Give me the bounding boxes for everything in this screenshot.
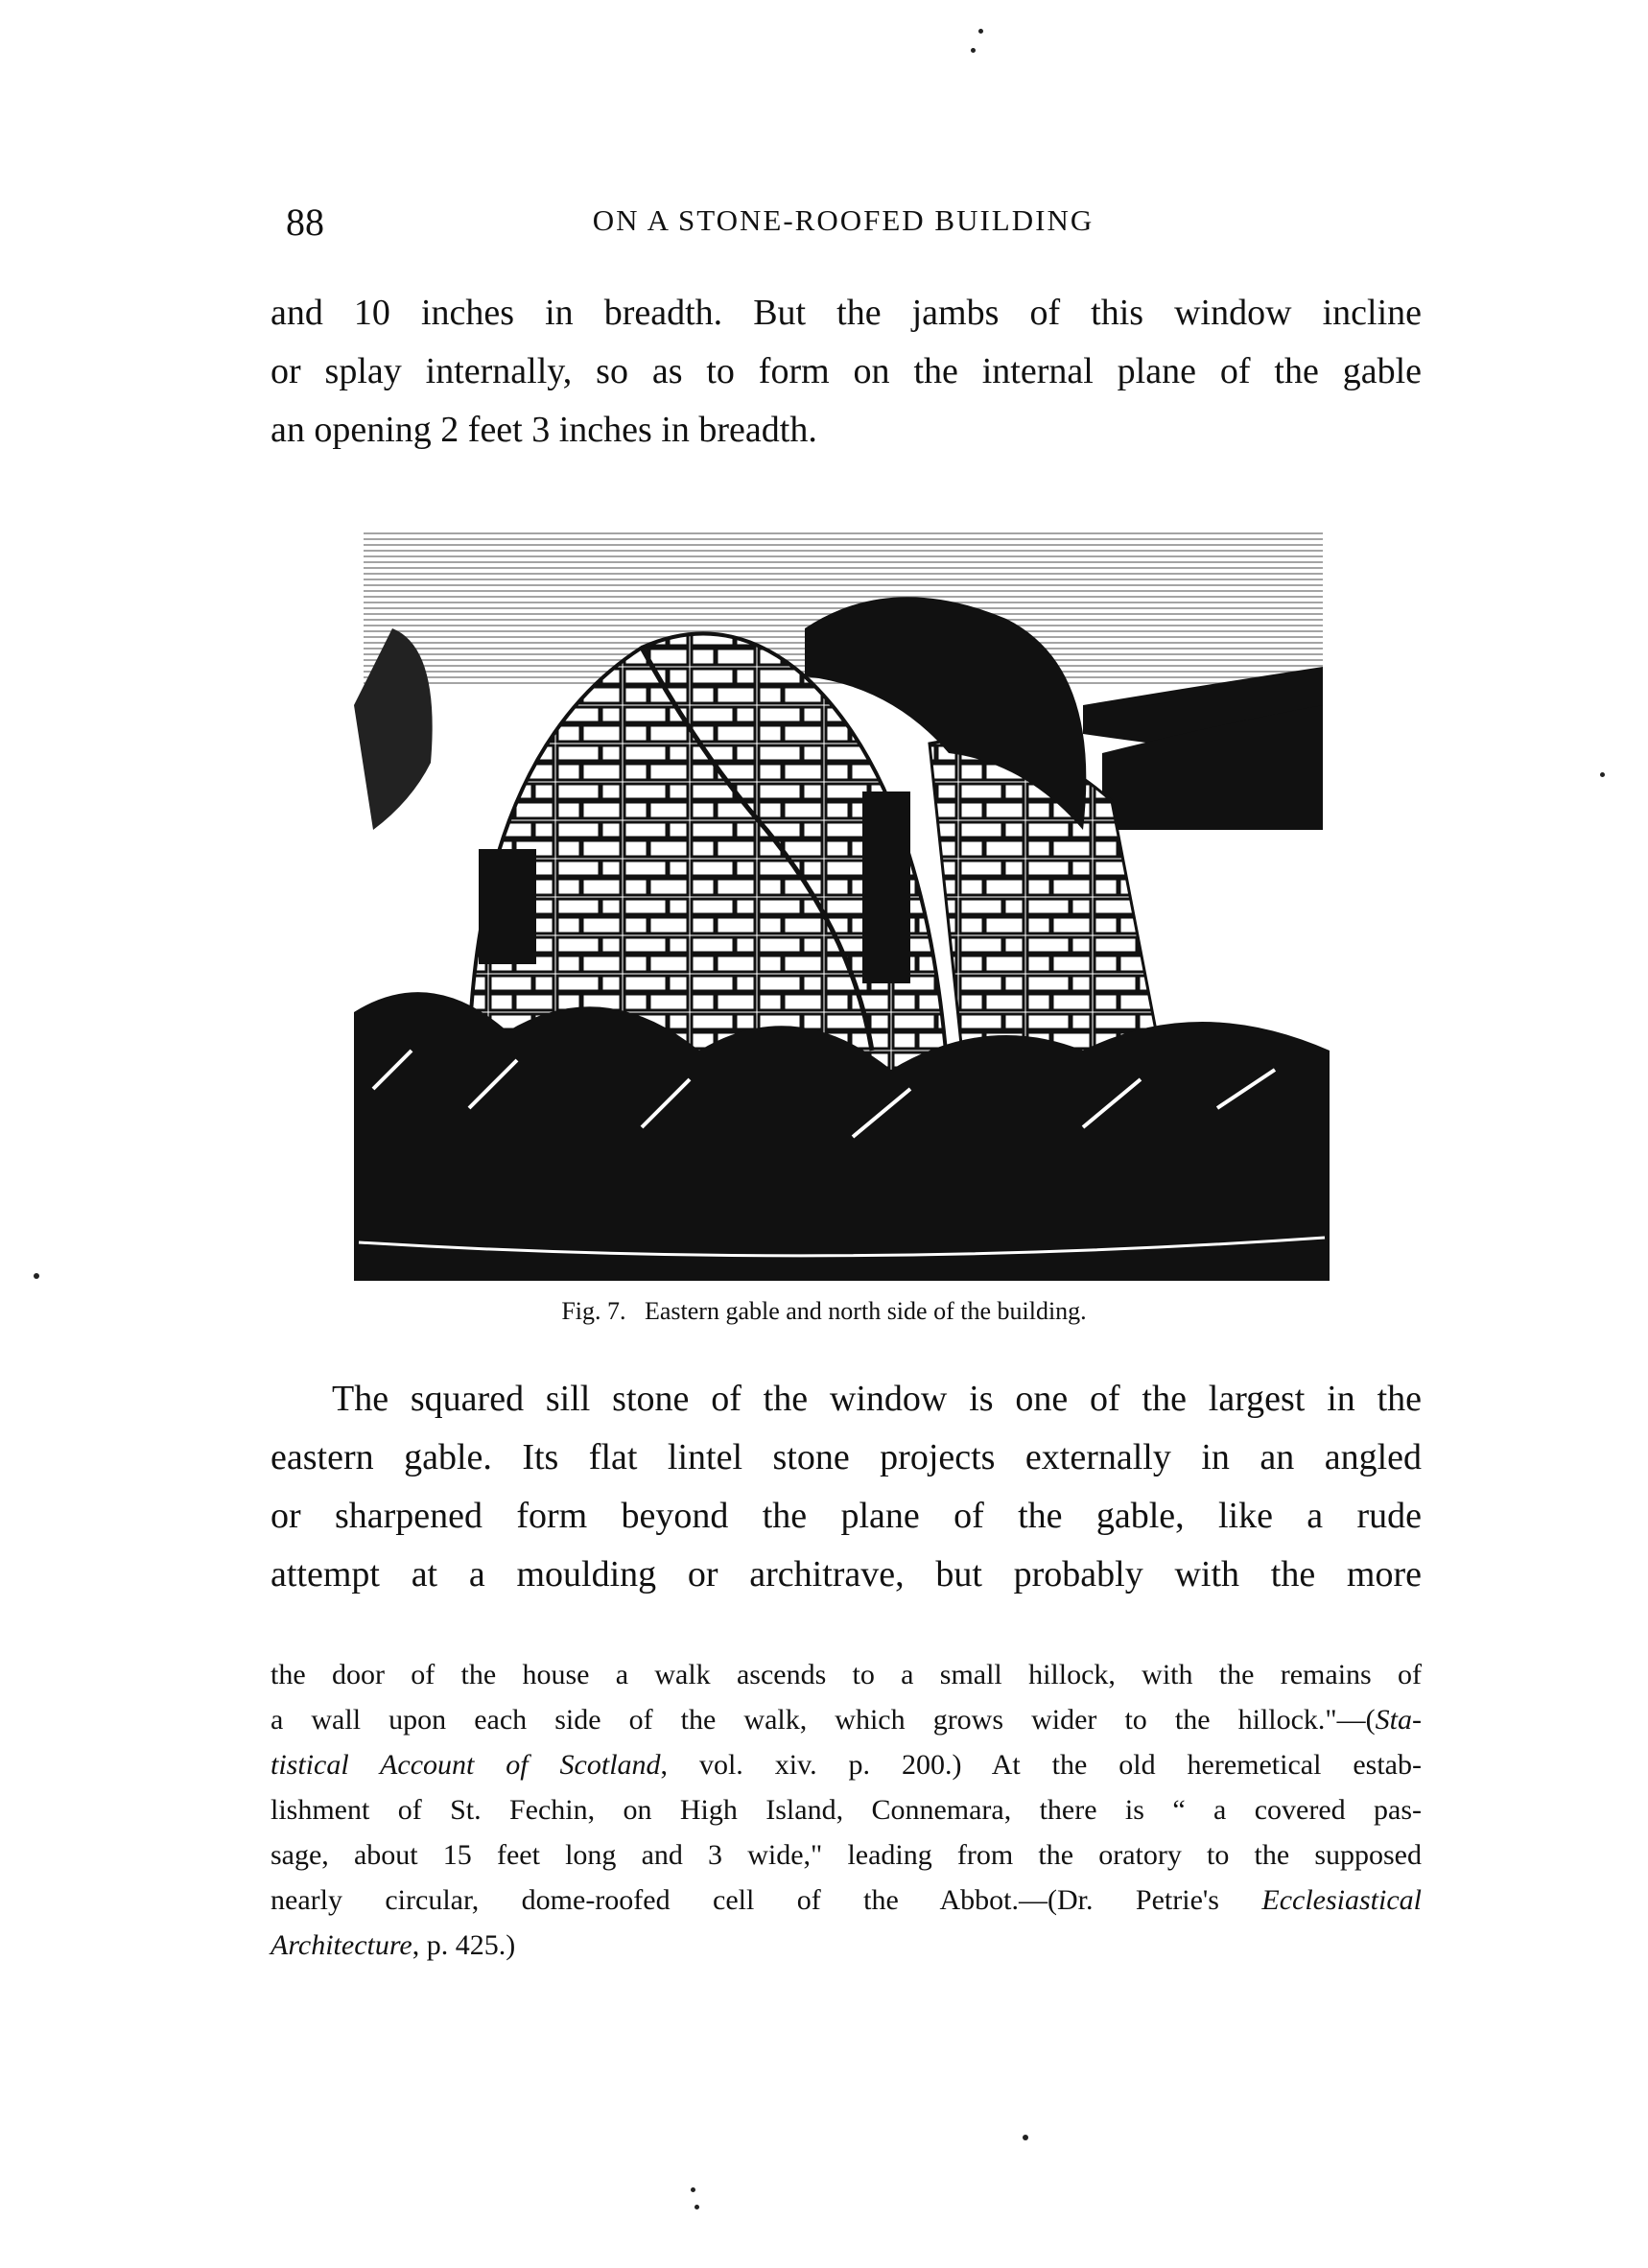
stone-building-illustration xyxy=(354,513,1330,1281)
italic-text: tistical Account of Scotland xyxy=(271,1749,661,1781)
text-line: or sharpened form beyond the plane of the gable, like a rude xyxy=(271,1496,1422,1536)
scan-speck xyxy=(695,2205,699,2209)
footnote-line: the door of the house a walk ascends to a small hillock, with the remains of xyxy=(271,1659,1422,1690)
page-number: 88 xyxy=(286,201,324,244)
figure-engraving xyxy=(354,513,1330,1281)
text-line: and 10 inches in breadth. But the jambs of this window incline xyxy=(271,293,1422,333)
scan-speck xyxy=(971,48,976,53)
italic-text: Ecclesiastical xyxy=(1261,1884,1422,1916)
text: a wall upon each side of the walk, which grows wider to the hillock."—( xyxy=(271,1704,1376,1736)
text-line: eastern gable. Its flat lintel stone projects externally in an angled xyxy=(271,1437,1422,1477)
text: , vol. xiv. p. 200.) At the old heremetical estab- xyxy=(660,1749,1422,1781)
text: nearly circular, dome-roofed cell of the Abbot.—(Dr. Petrie's xyxy=(271,1884,1262,1916)
caption-label: Fig. 7. xyxy=(561,1297,626,1325)
scan-speck xyxy=(978,29,983,34)
scan-speck xyxy=(34,1273,39,1279)
text-line: an opening 2 feet 3 inches in breadth. xyxy=(271,410,817,450)
running-title: ON A STONE-ROOFED BUILDING xyxy=(592,203,1095,237)
text-line: or splay internally, so as to form on the internal plane of the gable xyxy=(271,351,1422,391)
figure-caption xyxy=(0,1297,1648,1326)
footnote-line: sage, about 15 feet long and 3 wide," leading from the oratory to the supposed xyxy=(271,1839,1422,1871)
caption-text: Eastern gable and north side of the building. xyxy=(645,1297,1087,1325)
footnote-line xyxy=(271,1697,1422,1742)
scan-speck xyxy=(691,2187,695,2192)
footnote-line xyxy=(271,1742,1422,1787)
text: , p. 425.) xyxy=(412,1929,516,1961)
footnote-line xyxy=(271,1923,1422,1968)
footnote-line xyxy=(271,1878,1422,1923)
paragraph-1 xyxy=(271,284,1422,460)
scan-speck xyxy=(1023,2135,1028,2140)
scan-speck xyxy=(1600,772,1605,777)
text-line: attempt at a moulding or architrave, but probably with the more xyxy=(271,1554,1422,1595)
text-line xyxy=(271,1370,1422,1429)
paragraph-2 xyxy=(271,1370,1422,1604)
footnote xyxy=(271,1652,1422,1968)
text-line-content: The squared sill stone of the window is one of the largest in the xyxy=(332,1379,1422,1419)
italic-text: Sta- xyxy=(1375,1704,1422,1736)
italic-text: Architecture xyxy=(271,1929,412,1961)
footnote-line: lishment of St. Fechin, on High Island, Connemara, there is “ a covered pas- xyxy=(271,1794,1422,1826)
